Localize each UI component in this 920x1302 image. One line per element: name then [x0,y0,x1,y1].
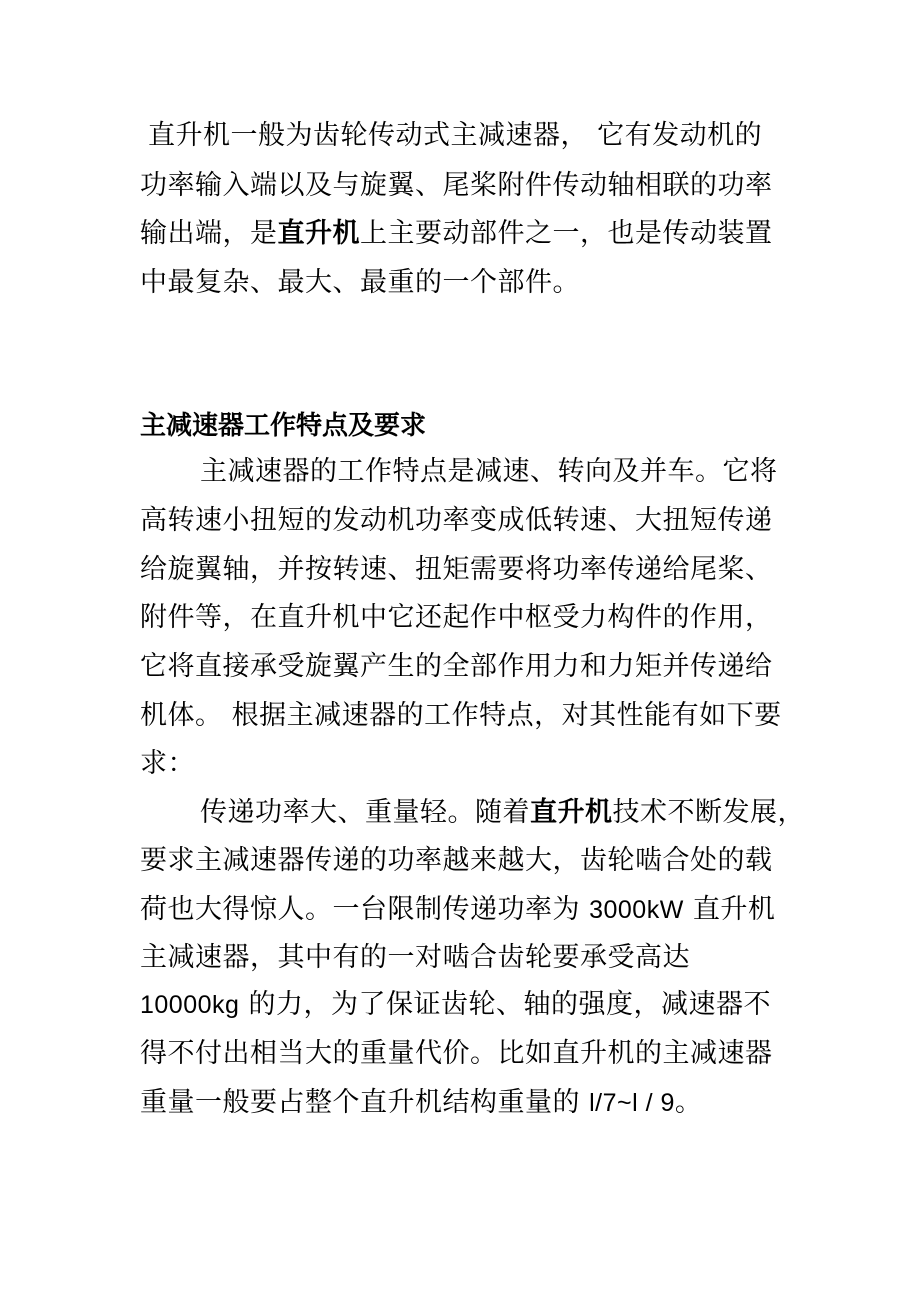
paragraph3-line2: 要求主减速器传递的功率越来越大，齿轮啮合处的载 [140,845,773,876]
section-heading: 主减速器工作特点及要求 [140,411,427,441]
paragraph3-line7 [140,1085,702,1121]
paragraph1-line1: 直升机一般为齿轮传动式主减速器， 它有发动机的 [148,120,763,151]
paragraph2-line7: 求： [140,748,195,779]
paragraph3-line1-pre: 传递功率大、重量轻。随着 [200,797,530,828]
paragraph2-line3: 给旋翼轴，并按转速、扭矩需要将功率传递给尾桨、 [140,554,773,585]
paragraph3-line1-post: 技术不断发展， [612,797,805,828]
paragraph3-line1 [200,795,805,831]
paragraph1-line2: 功率输入端以及与旋翼、尾桨附件传动轴相联的功率 [140,170,773,201]
paragraph3-line5-number: 10000kg [140,991,240,1019]
paragraph1-line3-post: 上主要动部件之一，也是传动装置 [360,218,773,249]
paragraph3-line3-post: 直升机 [683,894,776,925]
paragraph3-line7-post: 。 [674,1087,703,1118]
paragraph1-line3-pre: 输出端，是 [140,218,278,249]
paragraph3-line3-pre: 荷也大得惊人。一台限制传递功率为 [140,894,590,925]
paragraph3-line5-post: 的力，为了保证齿轮、轴的强度，减速器不 [239,989,772,1020]
paragraph3-line3 [140,892,775,928]
paragraph2-line1: 主减速器的工作特点是减速、转向及并车。它将 [200,456,778,487]
paragraph2-line4: 附件等，在直升机中它还起作中枢受力构件的作用， [140,602,773,633]
paragraph3-line1-bold-term: 直升机 [530,797,613,828]
paragraph2-line5: 它将直接承受旋翼产生的全部作用力和力矩并传递给 [140,651,773,682]
paragraph3-line6: 得不付出相当大的重量代价。比如直升机的主减速器 [140,1038,773,1069]
paragraph3-line7-ratio: l/7~l / 9 [589,1089,675,1117]
paragraph3-line7-pre: 重量一般要占整个直升机结构重量的 [140,1087,590,1118]
paragraph3-line4: 主减速器，其中有的一对啮合齿轮要承受高达 [140,942,690,973]
paragraph1-line4: 中最复杂、最大、最重的一个部件。 [140,267,580,298]
paragraph3-line5 [140,987,771,1023]
paragraph3-line3-number: 3000kW [589,896,684,924]
paragraph2-line6: 机体。 根据主减速器的工作特点，对其性能有如下要 [140,700,782,731]
paragraph1-line3 [140,216,773,252]
paragraph2-line2: 高转速小扭短的发动机功率变成低转速、大扭短传递 [140,505,773,536]
paragraph1-line3-bold-term: 直升机 [277,218,360,249]
